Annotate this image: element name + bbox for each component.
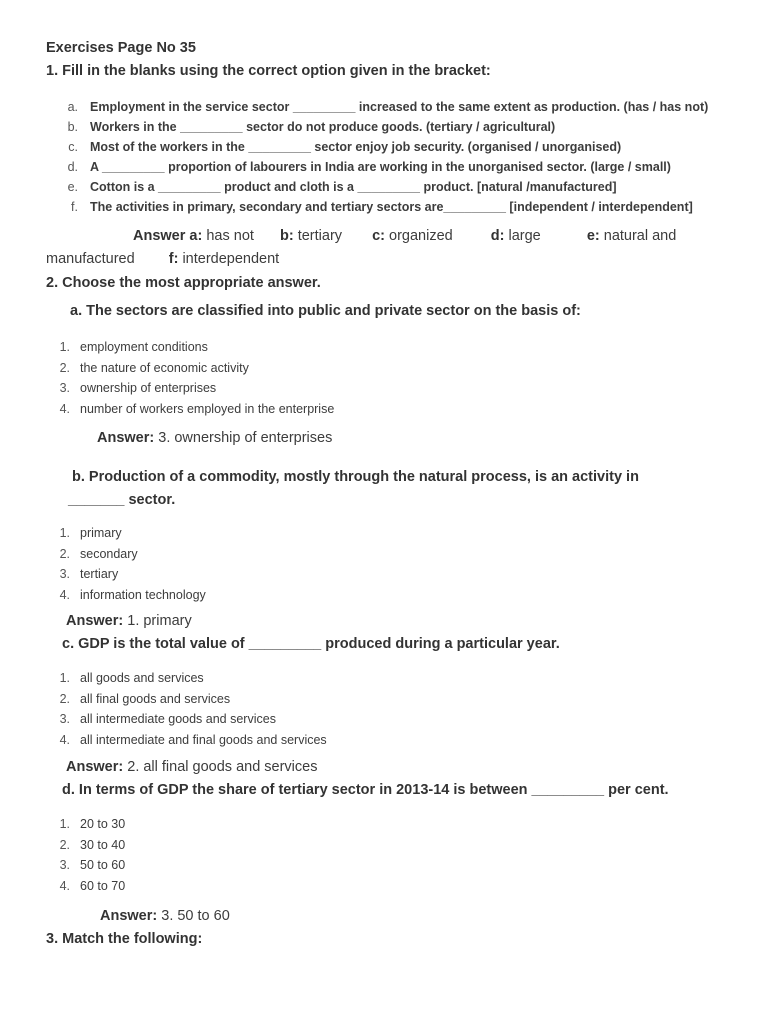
list-item: 4. all intermediate and final goods and services [59, 732, 327, 747]
list-item: 2. secondary [59, 546, 138, 561]
q2c-question: c. GDP is the total value of _________ produced during a particular year. [62, 636, 560, 652]
list-item: 4. number of workers employed in the enterprise [59, 401, 335, 416]
list-item: 2. all final goods and services [59, 691, 231, 706]
list-item: c. Most of the workers in the _________ sector enjoy job security. (organised / unorganised) [68, 140, 622, 154]
q2b-options [46, 523, 726, 605]
list-item: d. A _________ proportion of labourers in India are working in the unorganised sector. (large / small) [67, 160, 671, 174]
list-item: b. Workers in the _________ sector do not produce goods. (tertiary / agricultural) [67, 120, 556, 134]
list-item: 3. tertiary [59, 567, 119, 581]
list-item: 3. all intermediate goods and services [59, 712, 276, 726]
list-item: e. Cotton is a _________ product and cloth is a _________ product. [natural /manufactured] [67, 180, 617, 194]
q3-heading: 3. Match the following: [46, 931, 203, 947]
list-item: 4. 60 to 70 [59, 878, 126, 893]
q2-heading: 2. Choose the most appropriate answer. [46, 275, 321, 291]
list-item: 3. ownership of enterprises [59, 381, 217, 395]
list-item: 1. primary [59, 526, 122, 540]
page-title: Exercises Page No 35 [46, 40, 196, 56]
list-item: 2. the nature of economic activity [59, 360, 249, 375]
document-page [46, 38, 726, 949]
q2a-question: a. The sectors are classified into public and private sector on the basis of: [70, 303, 581, 319]
q2b-answer: Answer: 1. primary [66, 613, 192, 629]
list-item: a. Employment in the service sector _________ increased to the same extent as production. (has / has not) [67, 100, 709, 114]
q1-list [46, 99, 726, 215]
q2c-answer: Answer: 2. all final goods and services [66, 759, 318, 775]
list-item: 3. 50 to 60 [59, 858, 126, 872]
list-item: 2. 30 to 40 [59, 837, 126, 852]
q2d-question: d. In terms of GDP the share of tertiary sector in 2013-14 is between _________ per cent. [62, 782, 669, 798]
q2a-answer: Answer: 3. ownership of enterprises [97, 430, 333, 446]
q2c-options [46, 668, 726, 750]
list-item: 4. information technology [59, 587, 206, 602]
q2d-answer: Answer: 3. 50 to 60 [100, 908, 230, 924]
q1-heading: 1. Fill in the blanks using the correct option given in the bracket: [46, 63, 491, 79]
list-item: 1. all goods and services [59, 671, 204, 685]
q2b-question: b. Production of a commodity, mostly through the natural process, is an activity in _______ sector. [68, 469, 639, 508]
list-item: 1. employment conditions [59, 340, 208, 354]
list-item: f. The activities in primary, secondary and tertiary sectors are_________ [independent / interdependent] [71, 200, 693, 214]
q2d-options [46, 814, 726, 896]
q1-answer: Answer a: has not b: tertiary c: organized d: large e: natural and manufactured f: interdependent [46, 228, 677, 267]
q2a-options [46, 337, 726, 419]
list-item: 1. 20 to 30 [59, 817, 126, 831]
